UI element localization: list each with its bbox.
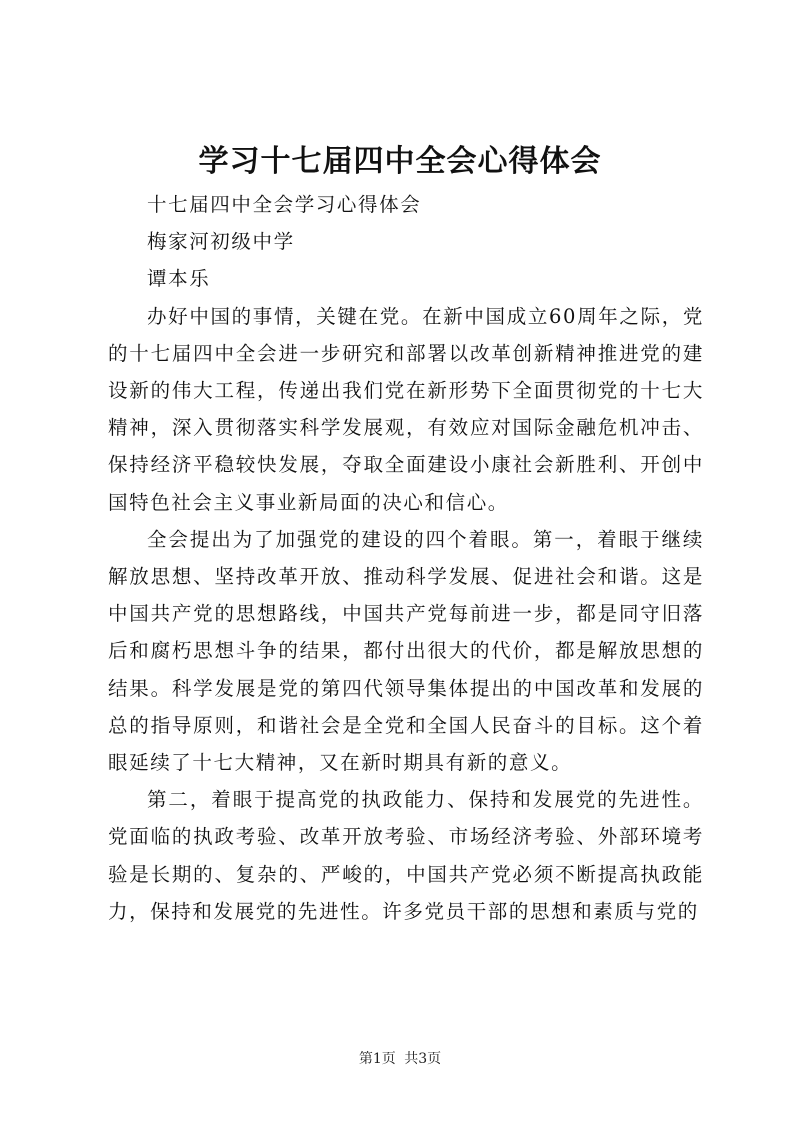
subtitle-line: 十七届四中全会学习心得体会	[147, 193, 422, 216]
school-line: 梅家河初级中学	[147, 230, 295, 254]
page-number: 第1页	[358, 1051, 396, 1067]
paragraph-3: 第二，着眼于提高党的执政能力、保持和发展党的先进性。党面临的执政考验、改革开放考验、市场经济考验、外部环境考验是长期的、复杂的、严峻的，中国共产党必须不断提高执政能力，保持和发展党的先进性。许多党员干部的思想和素质与党的	[108, 788, 704, 923]
paragraph-2: 全会提出为了加强党的建设的四个着眼。第一，着眼于继续解放思想、坚持改革开放、推动科学发展、促进社会和谐。这是中国共产党的思想路线，中国共产党每前进一步，都是同守旧落后和腐朽思想斗争的结果，都付出很大的代价，都是解放思想的结果。科学发展是党的第四代领导集体提出的中国改革和发展的总的指导原则，和谐社会是全党和全国人民奋斗的目标。这个着眼延续了十七大精神，又在新时期具有新的意义。	[108, 527, 704, 775]
document-title: 学习十七届四中全会心得体会	[198, 144, 602, 179]
document-body	[108, 186, 704, 930]
author-line: 谭本乐	[147, 267, 211, 291]
page-total: 共3页	[404, 1051, 442, 1067]
paragraph-1: 办好中国的事情，关键在党。在新中国成立60周年之际，党的十七届四中全会进一步研究和部署以改革创新精神推进党的建设新的伟大工程，传递出我们党在新形势下全面贯彻党的十七大精神，深入贯彻落实科学发展观，有效应对国际金融危机冲击、保持经济平稳较快发展，夺取全面建设小康社会新胜利、开创中国特色社会主义事业新局面的决心和信心。	[108, 304, 704, 514]
page-footer	[0, 1049, 800, 1069]
